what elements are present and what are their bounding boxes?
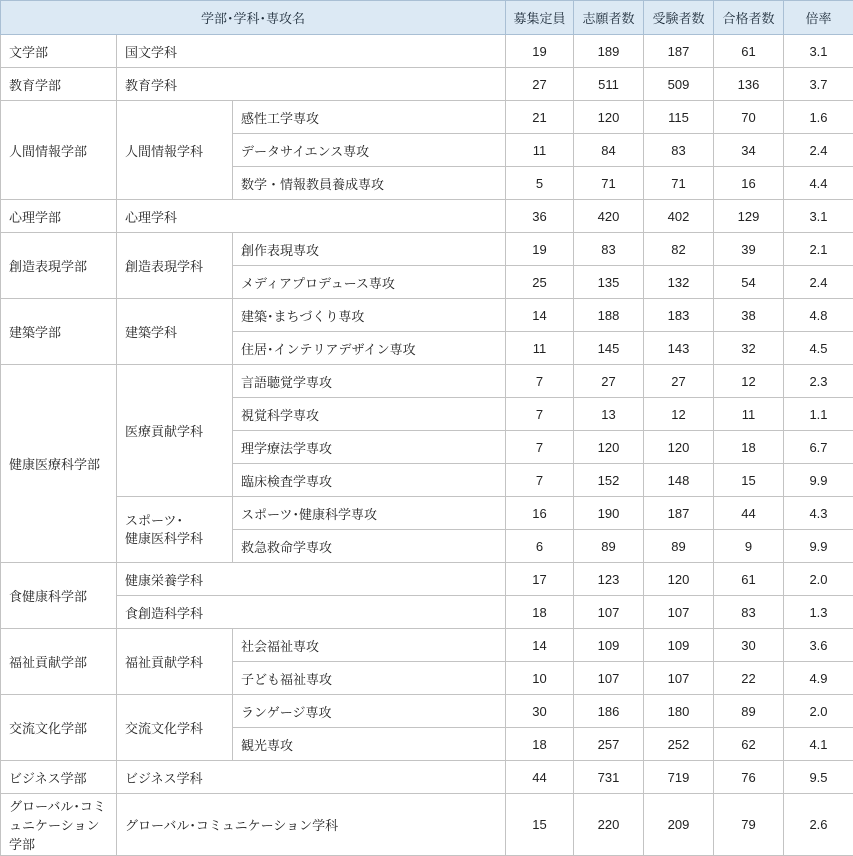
ratio-cell: 4.5 <box>784 332 853 365</box>
passers-cell: 38 <box>714 299 784 332</box>
ratio-cell: 3.1 <box>784 35 853 68</box>
applicants-cell: 109 <box>574 629 644 662</box>
passers-cell: 70 <box>714 101 784 134</box>
examinees-cell: 89 <box>644 530 714 563</box>
table-row <box>1 101 853 134</box>
passers-cell: 44 <box>714 497 784 530</box>
ratio-cell: 3.7 <box>784 68 853 101</box>
applicants-cell: 152 <box>574 464 644 497</box>
major-cell: 観光専攻 <box>233 728 506 761</box>
quota-cell: 18 <box>506 596 574 629</box>
quota-cell: 18 <box>506 728 574 761</box>
ratio-cell: 2.4 <box>784 134 853 167</box>
passers-cell: 15 <box>714 464 784 497</box>
ratio-cell: 4.3 <box>784 497 853 530</box>
table-header <box>1 1 853 35</box>
major-cell: 建築･まちづくり専攻 <box>233 299 506 332</box>
ratio-cell: 3.6 <box>784 629 853 662</box>
ratio-cell: 9.5 <box>784 761 853 794</box>
applicants-cell: 27 <box>574 365 644 398</box>
department-cell: 心理学科 <box>117 200 506 233</box>
major-cell: 言語聴覚学専攻 <box>233 365 506 398</box>
quota-cell: 36 <box>506 200 574 233</box>
passers-cell: 61 <box>714 35 784 68</box>
examinees-cell: 187 <box>644 497 714 530</box>
table-row <box>1 563 853 596</box>
table-row <box>1 68 853 101</box>
major-cell: 数学・情報教員養成専攻 <box>233 167 506 200</box>
passers-cell: 136 <box>714 68 784 101</box>
ratio-cell: 4.9 <box>784 662 853 695</box>
examinees-cell: 12 <box>644 398 714 431</box>
ratio-cell: 9.9 <box>784 530 853 563</box>
applicants-cell: 71 <box>574 167 644 200</box>
faculty-cell: 人間情報学部 <box>1 101 117 200</box>
ratio-cell: 4.4 <box>784 167 853 200</box>
department-cell: 交流文化学科 <box>117 695 233 761</box>
major-cell: 創作表現専攻 <box>233 233 506 266</box>
applicants-cell: 188 <box>574 299 644 332</box>
passers-cell: 12 <box>714 365 784 398</box>
ratio-cell: 2.0 <box>784 563 853 596</box>
quota-cell: 17 <box>506 563 574 596</box>
applicants-cell: 120 <box>574 101 644 134</box>
department-cell: 人間情報学科 <box>117 101 233 200</box>
examinees-cell: 132 <box>644 266 714 299</box>
quota-cell: 44 <box>506 761 574 794</box>
applicants-cell: 511 <box>574 68 644 101</box>
header-ratio: 倍率 <box>784 1 853 35</box>
examinees-cell: 183 <box>644 299 714 332</box>
applicants-cell: 145 <box>574 332 644 365</box>
quota-cell: 19 <box>506 35 574 68</box>
ratio-cell: 9.9 <box>784 464 853 497</box>
applicants-cell: 120 <box>574 431 644 464</box>
header-row <box>1 1 853 35</box>
ratio-cell: 6.7 <box>784 431 853 464</box>
department-cell: 健康栄養学科 <box>117 563 506 596</box>
examinees-cell: 180 <box>644 695 714 728</box>
passers-cell: 89 <box>714 695 784 728</box>
quota-cell: 5 <box>506 167 574 200</box>
table-row <box>1 497 853 530</box>
passers-cell: 62 <box>714 728 784 761</box>
examinees-cell: 107 <box>644 662 714 695</box>
ratio-cell: 1.3 <box>784 596 853 629</box>
department-cell: 建築学科 <box>117 299 233 365</box>
examinees-cell: 209 <box>644 794 714 856</box>
faculty-cell: ビジネス学部 <box>1 761 117 794</box>
ratio-cell: 2.0 <box>784 695 853 728</box>
ratio-cell: 3.1 <box>784 200 853 233</box>
table-row <box>1 629 853 662</box>
faculty-cell: 建築学部 <box>1 299 117 365</box>
major-cell: データサイエンス専攻 <box>233 134 506 167</box>
quota-cell: 6 <box>506 530 574 563</box>
passers-cell: 39 <box>714 233 784 266</box>
applicants-cell: 83 <box>574 233 644 266</box>
table-row <box>1 761 853 794</box>
applicants-cell: 135 <box>574 266 644 299</box>
passers-cell: 79 <box>714 794 784 856</box>
applicants-cell: 123 <box>574 563 644 596</box>
header-passers: 合格者数 <box>714 1 784 35</box>
quota-cell: 30 <box>506 695 574 728</box>
passers-cell: 34 <box>714 134 784 167</box>
applicants-cell: 107 <box>574 596 644 629</box>
passers-cell: 16 <box>714 167 784 200</box>
applicants-cell: 420 <box>574 200 644 233</box>
faculty-cell: 食健康科学部 <box>1 563 117 629</box>
quota-cell: 7 <box>506 464 574 497</box>
applicants-cell: 220 <box>574 794 644 856</box>
major-cell: 視覚科学専攻 <box>233 398 506 431</box>
department-cell: ビジネス学科 <box>117 761 506 794</box>
passers-cell: 9 <box>714 530 784 563</box>
passers-cell: 22 <box>714 662 784 695</box>
applicants-cell: 189 <box>574 35 644 68</box>
table-row <box>1 200 853 233</box>
ratio-cell: 2.3 <box>784 365 853 398</box>
quota-cell: 7 <box>506 365 574 398</box>
passers-cell: 61 <box>714 563 784 596</box>
ratio-cell: 1.1 <box>784 398 853 431</box>
quota-cell: 25 <box>506 266 574 299</box>
applicants-cell: 13 <box>574 398 644 431</box>
examinees-cell: 82 <box>644 233 714 266</box>
examinees-cell: 252 <box>644 728 714 761</box>
department-cell: 食創造科学科 <box>117 596 506 629</box>
major-cell: 臨床検査学専攻 <box>233 464 506 497</box>
quota-cell: 14 <box>506 629 574 662</box>
applicants-cell: 84 <box>574 134 644 167</box>
examinees-cell: 120 <box>644 431 714 464</box>
header-group-label: 学部･学科･専攻名 <box>1 1 506 35</box>
applicants-cell: 190 <box>574 497 644 530</box>
header-examinees: 受験者数 <box>644 1 714 35</box>
faculty-cell: 心理学部 <box>1 200 117 233</box>
faculty-cell: グローバル･コミュニケーション学部 <box>1 794 117 856</box>
quota-cell: 19 <box>506 233 574 266</box>
faculty-cell: 福祉貢献学部 <box>1 629 117 695</box>
ratio-cell: 4.1 <box>784 728 853 761</box>
quota-cell: 15 <box>506 794 574 856</box>
major-cell: 住居･インテリアデザイン専攻 <box>233 332 506 365</box>
quota-cell: 21 <box>506 101 574 134</box>
table-row <box>1 35 853 68</box>
examinees-cell: 719 <box>644 761 714 794</box>
examinees-cell: 115 <box>644 101 714 134</box>
applicants-cell: 107 <box>574 662 644 695</box>
table-body <box>1 35 853 856</box>
table-row <box>1 695 853 728</box>
ratio-cell: 1.6 <box>784 101 853 134</box>
quota-cell: 16 <box>506 497 574 530</box>
quota-cell: 11 <box>506 134 574 167</box>
quota-cell: 7 <box>506 431 574 464</box>
passers-cell: 54 <box>714 266 784 299</box>
applicants-cell: 186 <box>574 695 644 728</box>
header-quota: 募集定員 <box>506 1 574 35</box>
quota-cell: 10 <box>506 662 574 695</box>
examinees-cell: 509 <box>644 68 714 101</box>
examinees-cell: 187 <box>644 35 714 68</box>
faculty-cell: 文学部 <box>1 35 117 68</box>
examinees-cell: 148 <box>644 464 714 497</box>
department-cell: グローバル･コミュニケーション学科 <box>117 794 506 856</box>
faculty-cell: 交流文化学部 <box>1 695 117 761</box>
major-cell: ランゲージ専攻 <box>233 695 506 728</box>
applicants-cell: 89 <box>574 530 644 563</box>
major-cell: メディアプロデュース専攻 <box>233 266 506 299</box>
major-cell: 感性工学専攻 <box>233 101 506 134</box>
faculty-cell: 創造表現学部 <box>1 233 117 299</box>
quota-cell: 11 <box>506 332 574 365</box>
passers-cell: 30 <box>714 629 784 662</box>
passers-cell: 83 <box>714 596 784 629</box>
passers-cell: 18 <box>714 431 784 464</box>
passers-cell: 76 <box>714 761 784 794</box>
major-cell: 救急救命学専攻 <box>233 530 506 563</box>
header-applicants: 志願者数 <box>574 1 644 35</box>
examinees-cell: 143 <box>644 332 714 365</box>
examinees-cell: 109 <box>644 629 714 662</box>
examinees-cell: 71 <box>644 167 714 200</box>
department-cell: スポーツ･ 健康医科学科 <box>117 497 233 563</box>
table-row <box>1 299 853 332</box>
major-cell: 社会福祉専攻 <box>233 629 506 662</box>
department-cell: 福祉貢献学科 <box>117 629 233 695</box>
faculty-cell: 健康医療科学部 <box>1 365 117 563</box>
table-row <box>1 233 853 266</box>
department-cell: 創造表現学科 <box>117 233 233 299</box>
major-cell: 理学療法学専攻 <box>233 431 506 464</box>
applicants-cell: 731 <box>574 761 644 794</box>
faculty-cell: 教育学部 <box>1 68 117 101</box>
major-cell: スポーツ･健康科学専攻 <box>233 497 506 530</box>
ratio-cell: 2.6 <box>784 794 853 856</box>
quota-cell: 27 <box>506 68 574 101</box>
ratio-cell: 2.1 <box>784 233 853 266</box>
examinees-cell: 107 <box>644 596 714 629</box>
table-row <box>1 794 853 856</box>
ratio-cell: 2.4 <box>784 266 853 299</box>
examinees-cell: 83 <box>644 134 714 167</box>
applicants-cell: 257 <box>574 728 644 761</box>
ratio-cell: 4.8 <box>784 299 853 332</box>
table-row <box>1 596 853 629</box>
major-cell: 子ども福祉専攻 <box>233 662 506 695</box>
passers-cell: 129 <box>714 200 784 233</box>
examinees-cell: 27 <box>644 365 714 398</box>
department-cell: 医療貢献学科 <box>117 365 233 497</box>
passers-cell: 11 <box>714 398 784 431</box>
department-cell: 教育学科 <box>117 68 506 101</box>
passers-cell: 32 <box>714 332 784 365</box>
examinees-cell: 402 <box>644 200 714 233</box>
table-row <box>1 365 853 398</box>
department-cell: 国文学科 <box>117 35 506 68</box>
examinees-cell: 120 <box>644 563 714 596</box>
quota-cell: 14 <box>506 299 574 332</box>
quota-cell: 7 <box>506 398 574 431</box>
